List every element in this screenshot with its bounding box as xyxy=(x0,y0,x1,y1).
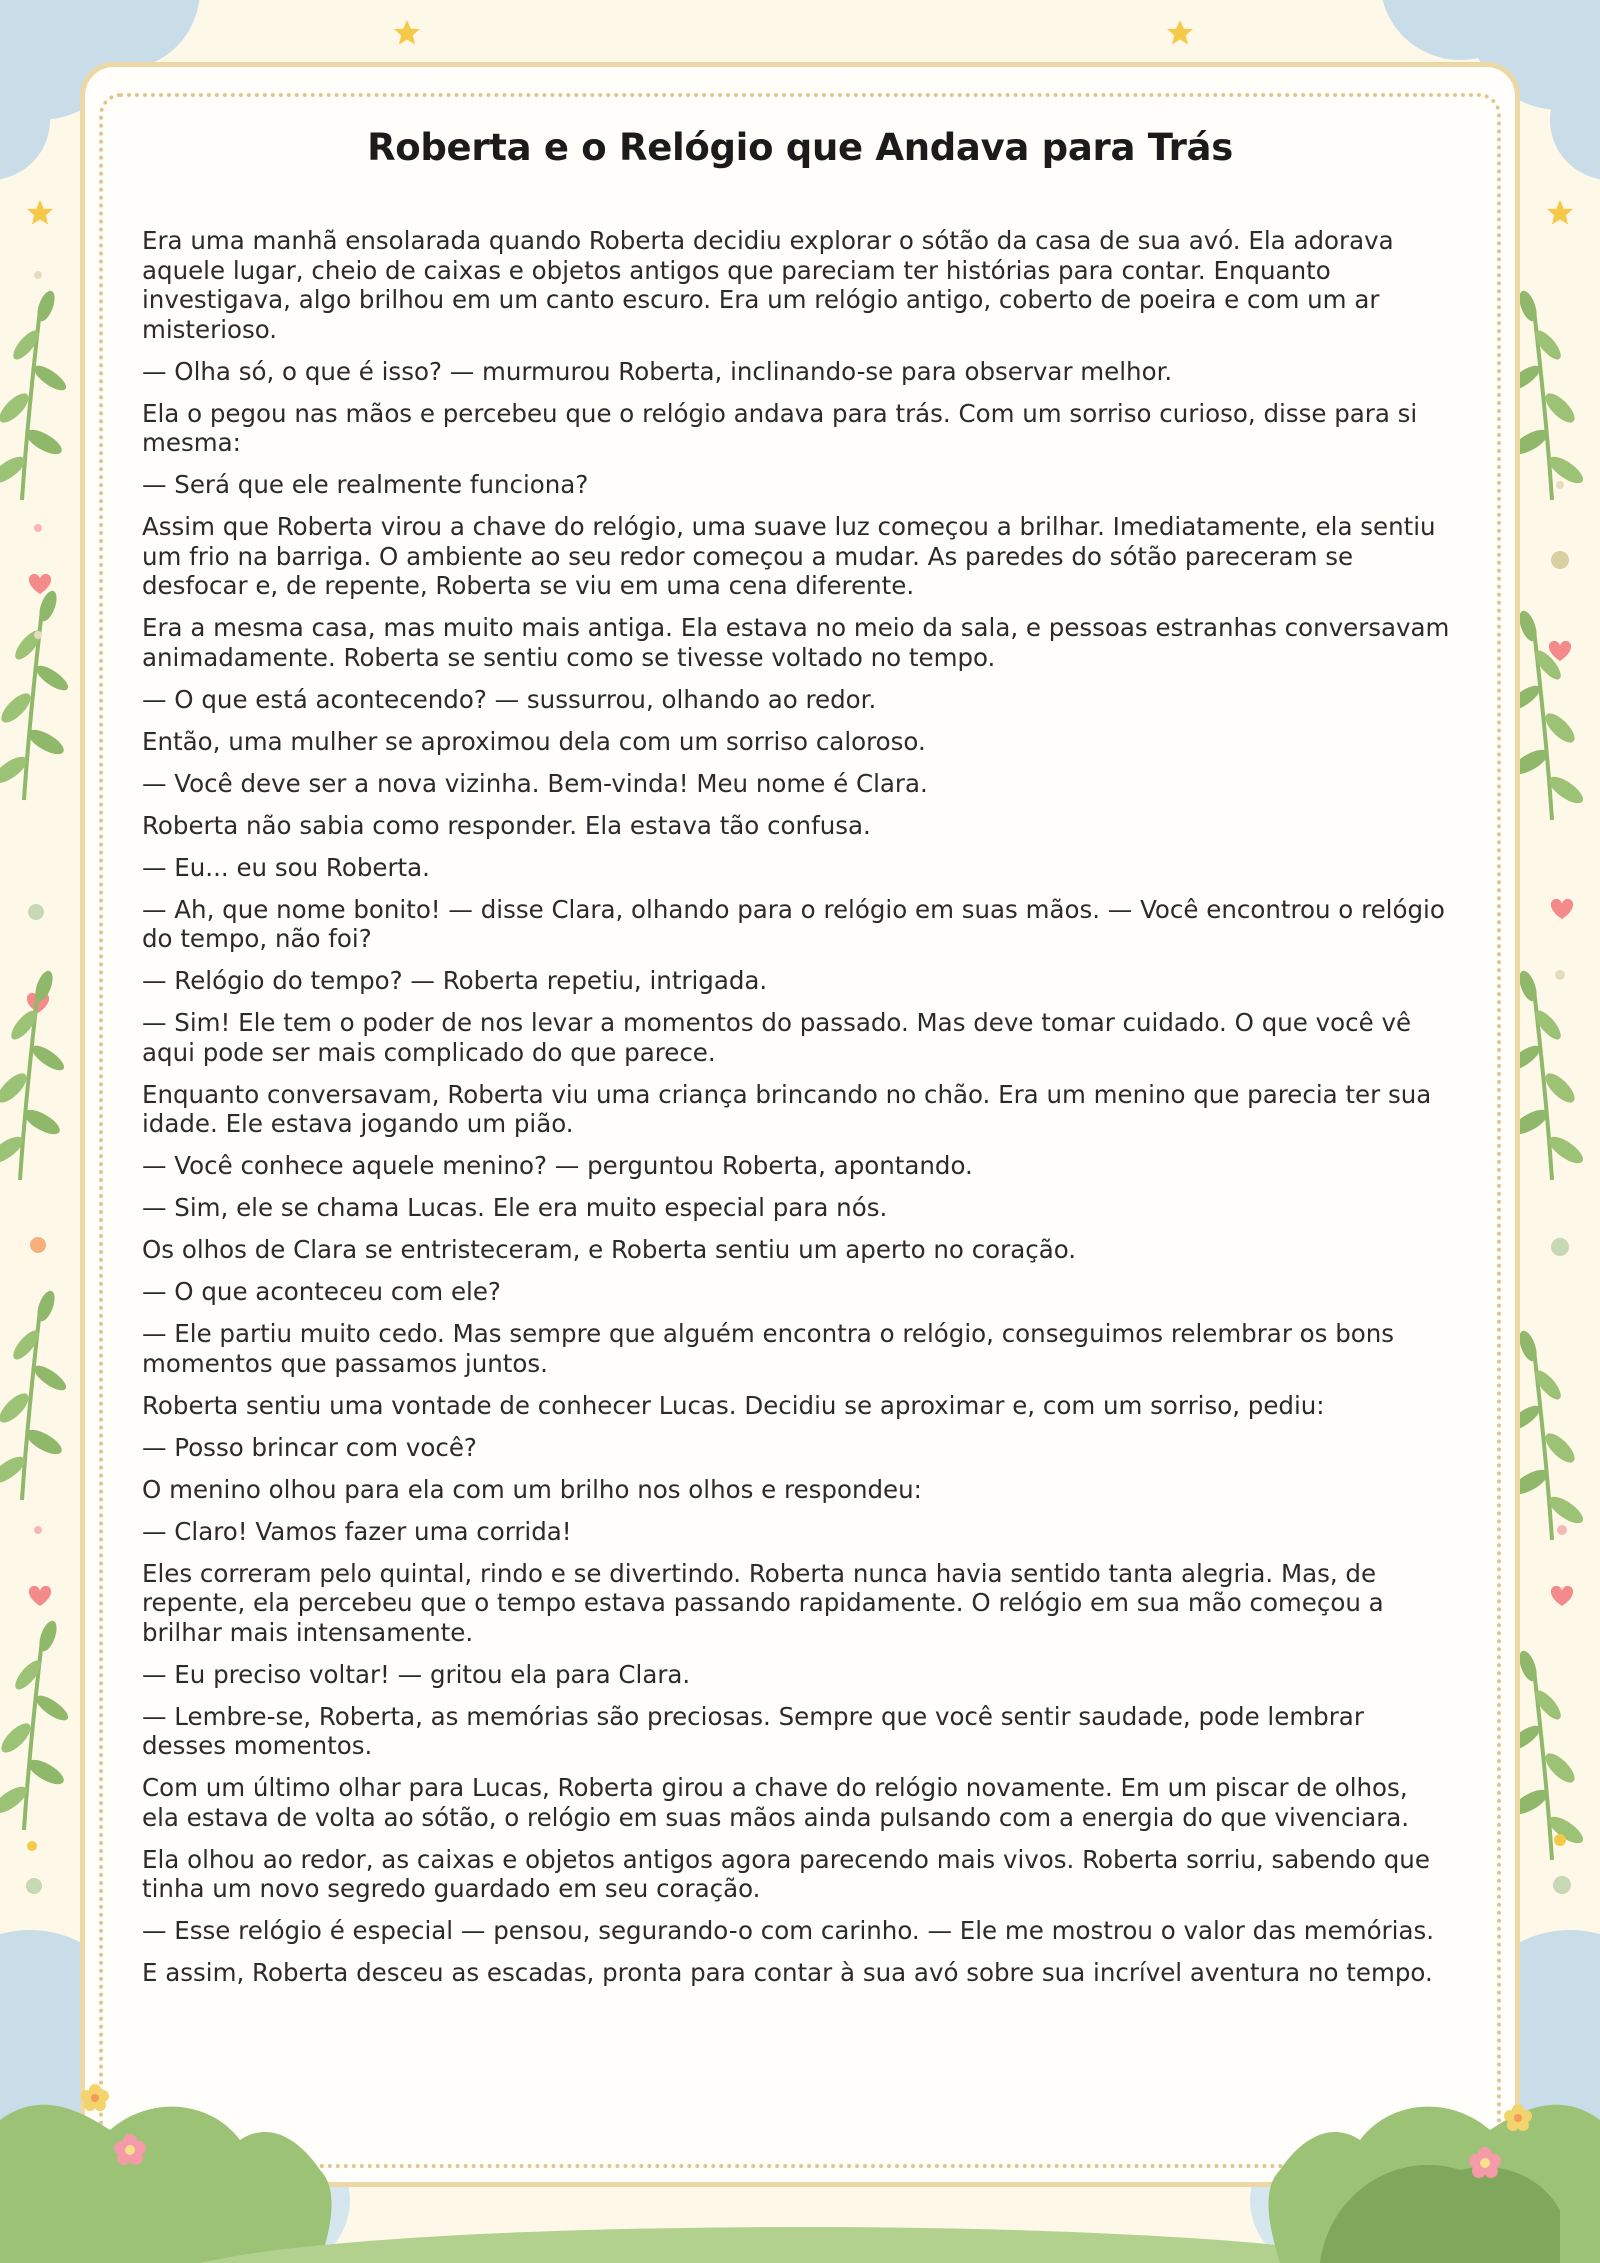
story-paragraph: Assim que Roberta virou a chave do relógio, uma suave luz começou a brilhar. Imediatamente, ela sentiu um frio na barriga. O ambiente ao seu redor começou a mudar. As paredes do sótão pareceram se desfocar e, de repente, Roberta se viu em uma cena diferente. xyxy=(142,512,1436,600)
story-paragraph: Os olhos de Clara se entristeceram, e Roberta sentiu um aperto no coração. xyxy=(142,1235,1077,1264)
story-paragraph: Ela olhou ao redor, as caixas e objetos antigos agora parecendo mais vivos. Roberta sorriu, sabendo que tinha um novo segredo guardado em seu coração. xyxy=(142,1844,1430,1903)
story-paragraph: — Olha só, o que é isso? — murmurou Roberta, inclinando-se para observar melhor. xyxy=(142,356,1173,386)
story-paragraph: — Sim! Ele tem o poder de nos levar a momentos do passado. Mas deve tomar cuidado. O que você vê aqui pode ser mais complicado do que parece. xyxy=(142,1008,1412,1067)
story-paragraph: — Posso brincar com você? xyxy=(142,1432,477,1462)
story-paragraph: Então, uma mulher se aproximou dela com um sorriso caloroso. xyxy=(142,726,926,756)
story-paragraph: Roberta sentiu uma vontade de conhecer Lucas. Decidiu se aproximar e, com um sorriso, pediu: xyxy=(142,1390,1325,1420)
story-paragraph: E assim, Roberta desceu as escadas, pronta para contar à sua avó sobre sua incrível aventura no tempo. xyxy=(142,1958,1433,1987)
story-paragraph: — Esse relógio é especial — pensou, segurando-o com carinho. — Ele me mostrou o valor das memórias. xyxy=(142,1916,1435,1945)
story-paragraph: — Eu... eu sou Roberta. xyxy=(142,852,430,882)
story-paragraph: Era uma manhã ensolarada quando Roberta decidiu explorar o sótão da casa de sua avó. Ela adorava aquele lugar, cheio de caixas e objetos antigos que pareciam ter histórias para contar. Enquanto investigava, algo brilhou em um canto escuro. Era um relógio antigo, coberto de poeira e com um ar misterioso. xyxy=(142,226,1394,344)
story-paragraph: Ela o pegou nas mãos e percebeu que o relógio andava para trás. Com um sorriso curioso, disse para si mesma: xyxy=(142,398,1418,457)
story-paragraph: — Claro! Vamos fazer uma corrida! xyxy=(142,1516,572,1546)
story-paragraph: — Você deve ser a nova vizinha. Bem-vinda! Meu nome é Clara. xyxy=(142,768,928,798)
story-paragraph: — Eu preciso voltar! — gritou ela para Clara. xyxy=(142,1659,691,1689)
story-paragraph: — O que aconteceu com ele? xyxy=(142,1277,501,1306)
story-paragraph: Enquanto conversavam, Roberta viu uma criança brincando no chão. Era um menino que parecia ter sua idade. Ele estava jogando um pião. xyxy=(142,1079,1432,1138)
story-paragraph: — Ah, que nome bonito! — disse Clara, olhando para o relógio em suas mãos. — Você encontrou o relógio do tempo, não foi? xyxy=(142,894,1445,953)
story-paragraph: — Relógio do tempo? — Roberta repetiu, intrigada. xyxy=(142,966,768,995)
story-paragraph: — Ele partiu muito cedo. Mas sempre que alguém encontra o relógio, conseguimos relembrar os bons momentos que passamos juntos. xyxy=(142,1319,1395,1378)
story-paragraph: — O que está acontecendo? — sussurrou, olhando ao redor. xyxy=(142,684,877,714)
story-body xyxy=(142,226,1452,2000)
story-title: Roberta e o Relógio que Andava para Trás xyxy=(367,126,1233,169)
story-paragraph: O menino olhou para ela com um brilho nos olhos e respondeu: xyxy=(142,1474,922,1504)
story-paragraph: — Sim, ele se chama Lucas. Ele era muito especial para nós. xyxy=(142,1193,888,1222)
story-paragraph: Era a mesma casa, mas muito mais antiga. Ela estava no meio da sala, e pessoas estranhas conversavam animadamente. Roberta se sentiu como se tivesse voltado no tempo. xyxy=(142,613,1450,672)
story-paragraph: Com um último olhar para Lucas, Roberta girou a chave do relógio novamente. Em um piscar de olhos, ela estava de volta ao sótão, o relógio em suas mãos ainda pulsando com a energia do que vivenciara. xyxy=(142,1773,1410,1832)
story-paragraph: Eles correram pelo quintal, rindo e se divertindo. Roberta nunca havia sentido tanta alegria. Mas, de repente, ela percebeu que o tempo estava passando rapidamente. O relógio em sua mão começou a brilhar mais intensamente. xyxy=(142,1558,1384,1647)
story-paragraph: — Você conhece aquele menino? — perguntou Roberta, apontando. xyxy=(142,1151,973,1180)
story-paragraph: — Será que ele realmente funciona? xyxy=(142,470,589,499)
story-paragraph: Roberta não sabia como responder. Ela estava tão confusa. xyxy=(142,810,871,840)
story-paragraph: — Lembre-se, Roberta, as memórias são preciosas. Sempre que você sentir saudade, pode lembrar desses momentos. xyxy=(142,1701,1364,1760)
